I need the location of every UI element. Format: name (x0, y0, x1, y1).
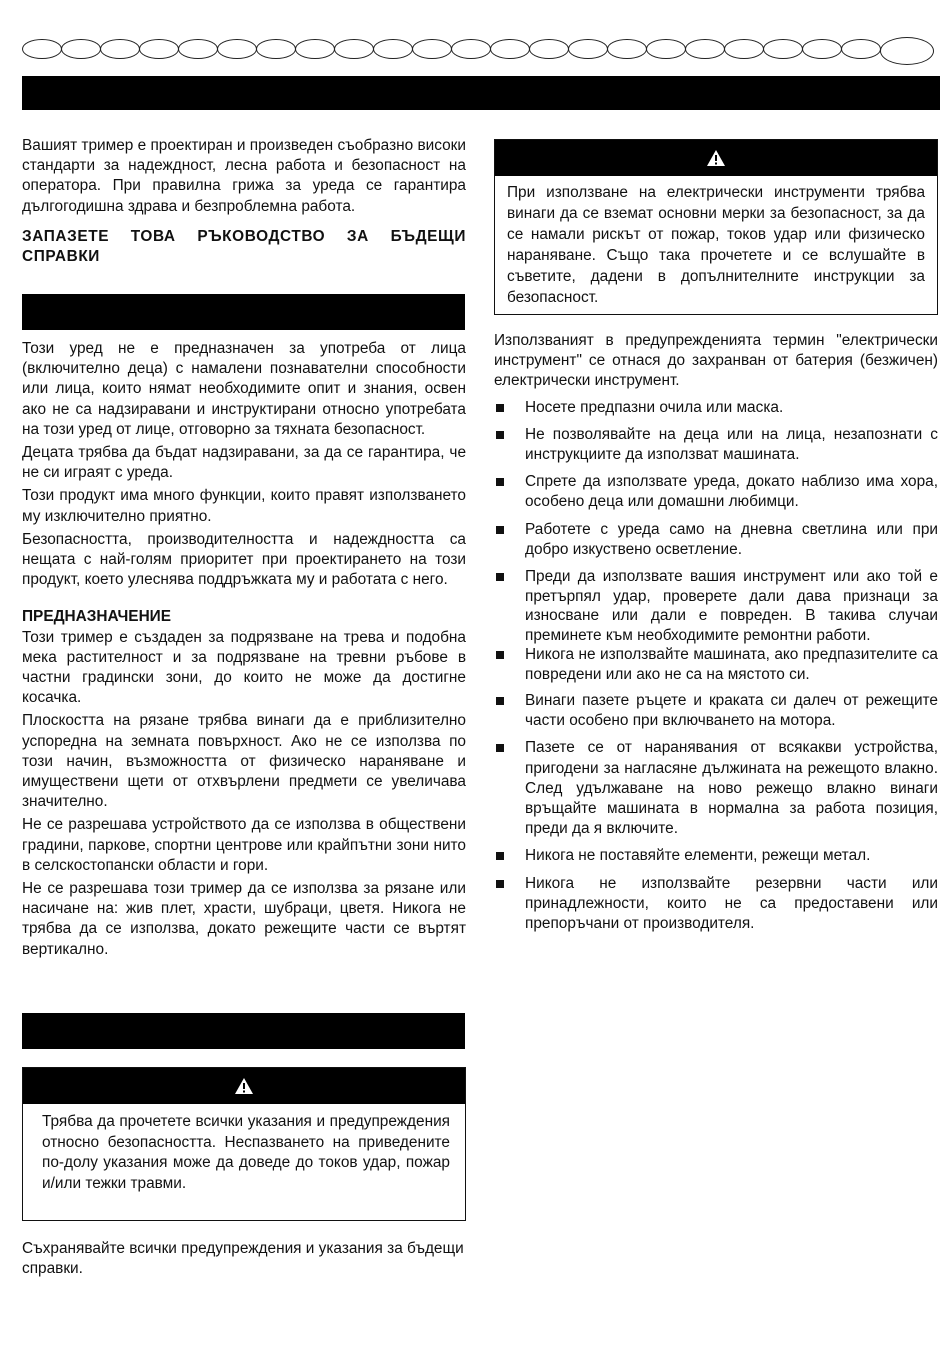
paragraph: Не се разрешава този тример да се използва за рязане или насичане на: жив плет, храсти, шубраци, цветя. Никога не трябва да се използва, докато режещите части се въртят вертикално. (22, 880, 466, 958)
oval-tab-icon (256, 39, 296, 59)
paragraph: Не се разрешава устройството да се използва в обществени градини, паркове, спортни центрове или крайпътни зони нито в селскостопански области и гори. (22, 816, 466, 874)
square-bullet-icon (496, 744, 504, 752)
oval-tab-icon (451, 39, 491, 59)
keep-instructions-text: Съхранявайте всички предупреждения и указания за бъдещи справки. (22, 1240, 464, 1278)
list-item-text: Преди да използвате вашия инструмент или ако той е претърпял удар, проверете дали дава признаци за износване или дали е повреден. В такива случаи преминете към необходимите ремонтни работи. (525, 568, 938, 644)
square-bullet-icon (496, 573, 504, 581)
list-item (494, 738, 938, 839)
oval-tab-icon (607, 39, 647, 59)
oval-tab-icon (22, 39, 62, 59)
safety-bullet-list (494, 398, 938, 935)
paragraph: Децата трябва да бъдат надзиравани, за да се гарантира, че не си играят с уреда. (22, 444, 466, 482)
oval-tab-icon (217, 39, 257, 59)
oval-tab-icon (490, 39, 530, 59)
list-item-text: Никога не поставяйте елементи, режещи метал. (525, 847, 871, 865)
oval-tab-icon (802, 39, 842, 59)
section1-block (22, 339, 466, 960)
list-item-text: Не позволявайте на деца или на лица, незапознати с инструкциите да използват машината. (525, 425, 938, 464)
list-item-text: Спрете да използвате уреда, докато наблизо има хора, особено деца или домашни любимци. (525, 473, 938, 511)
language-tabs (20, 37, 940, 67)
oval-tab-icon (763, 39, 803, 59)
square-bullet-icon (496, 431, 504, 439)
list-item (494, 425, 938, 465)
oval-tab-icon (373, 39, 413, 59)
oval-tab-icon (178, 39, 218, 59)
square-bullet-icon (496, 478, 504, 486)
square-bullet-icon (496, 651, 504, 659)
list-item (494, 874, 938, 935)
list-item-text: Носете предпазни очила или маска. (525, 398, 784, 416)
list-item (494, 567, 938, 645)
list-item-text: Никога не използвайте резервни части или принадлежности, които не са предоставени или препоръчани от производителя. (525, 874, 938, 933)
section-bar (22, 1013, 465, 1049)
square-bullet-icon (496, 880, 504, 888)
oval-tab-icon (724, 39, 764, 59)
warning-text: При използване на електрически инструменти трябва винаги да се вземат основни мерки за безопасност, за да се намали рискът от пожар, токов удар или физическо нараняване. Също така прочетете и се вслушайте в съветите, дадени в допълнителните инструкции за безопасност. (507, 184, 925, 306)
safety-list-block (494, 331, 938, 934)
oval-tab-active-icon (880, 37, 934, 65)
list-item-text: Никога не използвайте машината, ако предпазителите са повредени или ако не са на мястото си. (525, 646, 938, 683)
paragraph: Този уред не е предназначен за употреба от лица (включително деца) с намалени познавателни способности или лица, които нямат необходимите опит и знания, освен ако не са надзиравани и инструктирани относно употребата на този уред от лице, отговорно за тяхната безопасност. (22, 340, 466, 438)
list-item (494, 472, 938, 512)
paragraph: Този продукт има много функции, които правят използването му изключително приятно. (22, 487, 466, 525)
warning-triangle-icon (234, 1077, 254, 1095)
oval-tab-icon (295, 39, 335, 59)
paragraph: Безопасността, производителността и надеждността са нещата с най-голям приоритет при проектирането на този продукт, което улеснява поддръжката му и работата с него. (22, 530, 466, 589)
oval-tab-icon (841, 39, 881, 59)
warning-text: Трябва да прочетете всички указания и предупреждения относно безопасността. Неспазването на приведените по-долу указания може да доведе до токов удар, пожар и/или тежки травми. (42, 1113, 450, 1192)
intro-block (22, 136, 466, 267)
list-item (494, 846, 938, 866)
keep-instructions-block (22, 1239, 466, 1279)
square-bullet-icon (496, 852, 504, 860)
warning-box (494, 139, 938, 315)
oval-tab-icon (334, 39, 374, 59)
list-item-text: Работете с уреда само на дневна светлина или при добро изкуствено осветление. (525, 520, 938, 558)
header-bar (22, 76, 940, 110)
oval-tab-icon (412, 39, 452, 59)
save-manual-heading: ЗАПАЗЕТЕ ТОВА РЪКОВОДСТВО ЗА БЪДЕЩИ СПРАВКИ (22, 227, 466, 266)
oval-tab-icon (529, 39, 569, 59)
list-item (494, 398, 938, 418)
list-item (494, 691, 938, 731)
warning-triangle-icon (706, 149, 726, 167)
square-bullet-icon (496, 404, 504, 412)
purpose-heading: ПРЕДНАЗНАЧЕНИЕ (22, 608, 172, 626)
oval-tab-icon (100, 39, 140, 59)
paragraph: Този тример е създаден за подрязване на трева и подобна мека растителност и за подрязване на тревни ръбове в частни градински зони, до които не може да достигне косачка. (22, 628, 466, 707)
list-item (494, 645, 938, 684)
oval-tab-icon (646, 39, 686, 59)
oval-tab-icon (568, 39, 608, 59)
warning-header (23, 1068, 465, 1104)
oval-tab-icon (139, 39, 179, 59)
warning-header (495, 140, 937, 176)
oval-tab-icon (685, 39, 725, 59)
warning-box (22, 1067, 466, 1221)
list-item-text: Винаги пазете ръцете и краката си далеч от режещите части особено при включването на мотора. (525, 692, 938, 730)
intro-text: Вашият тример е проектиран и произведен съобразно високи стандарти за надеждност, лесна работа и безопасност на оператора. При правилна грижа за уреда се гарантира дългогодишна здрава и безпроблемна работа. (22, 137, 466, 215)
square-bullet-icon (496, 697, 504, 705)
list-item-text: Пазете се от наранявания от всякакви устройства, пригодени за нагласяне дължината на режещото влакно. След удължаване на ново режещо влакно винаги връщайте машината в нормална за работа позиция, преди да я включите. (525, 739, 938, 838)
paragraph: Плоскостта на рязане трябва винаги да е приблизително успоредна на земната повърхност. Ако не се използва по този начин, възможността от физическо нараняване и имуществени щети от отхвърлени предмети се увеличава значително. (22, 712, 466, 811)
list-item (494, 520, 938, 560)
square-bullet-icon (496, 526, 504, 534)
section-bar (22, 294, 465, 330)
term-definition-text: Използваният в предупрежденията термин "електрически инструмент" се отнася до захранван от батерия (безжичен) електрически инструмент. (494, 332, 938, 390)
oval-tab-icon (61, 39, 101, 59)
